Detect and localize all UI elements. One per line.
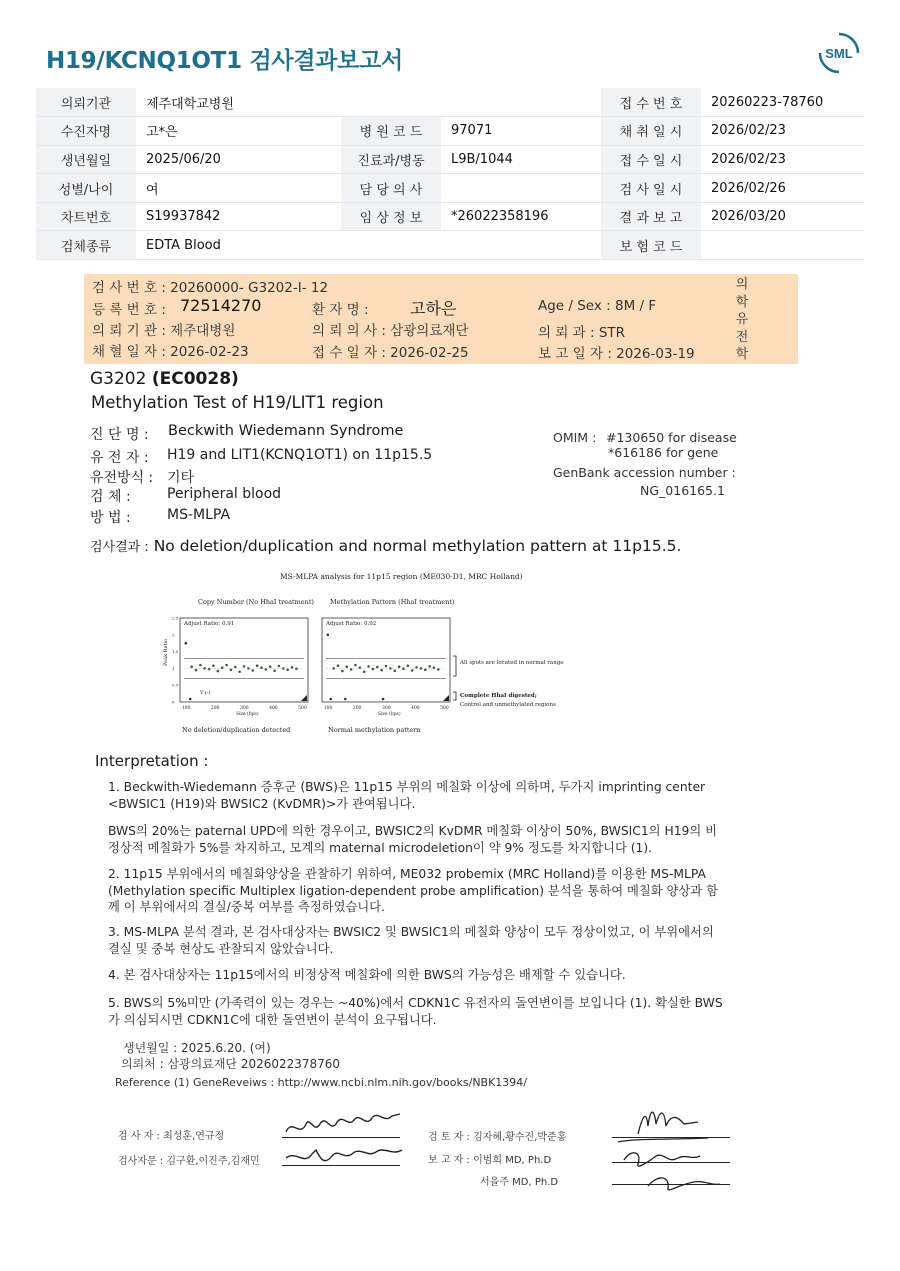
cell-label: 성별/나이 <box>36 174 136 203</box>
scan-rep-date: 보 고 일 자 : 2026-03-19 <box>538 346 695 362</box>
cell-label: 수진자명 <box>36 117 136 146</box>
copy-number-plot <box>163 616 308 718</box>
vertical-char: 의 <box>735 277 749 292</box>
y-tick-label: 0.5 <box>172 682 179 688</box>
right-caption: Normal methylation pattern <box>328 726 421 734</box>
adjust-ratio: Adjust Ratio: 0.92 <box>326 621 377 627</box>
data-point <box>428 665 431 668</box>
dx-value: Beckwith Wiedemann Syndrome <box>168 423 404 439</box>
cell-label: 결 과 보 고 <box>601 202 701 231</box>
data-point <box>424 668 427 671</box>
scan-req-inst: 의 뢰 기 관 : 제주대병원 <box>92 323 236 339</box>
cell-label: 생년월일 <box>36 145 136 174</box>
dept-vertical-label <box>735 276 749 364</box>
vertical-char: 유 <box>735 312 749 327</box>
data-point <box>341 670 344 673</box>
test-code: G3202 (EC0028) <box>90 369 239 389</box>
footer-reference: Reference (1) GeneReveiws : http://www.ncbi.nlm.nih.gov/books/NBK1394/ <box>115 1076 528 1089</box>
cell-report-date: 2026/03/20 <box>701 202 864 231</box>
scan-draw-date: 채 혈 일 자 : 2026-02-23 <box>92 344 249 360</box>
x-tick-label: 300 <box>382 706 391 711</box>
data-point <box>359 666 362 669</box>
table-row <box>36 145 864 174</box>
data-point <box>433 666 436 669</box>
cell-hospital: 제주대학교병원 <box>136 88 601 117</box>
vertical-char: 학 <box>735 347 749 362</box>
plot-frame <box>322 618 450 702</box>
interp-para-2: BWS의 20%는 paternal UPD에 의한 경우이고, BWSIC2의 KvDMR 메칠화 이상이 50%, BWSIC1의 H19의 비정상적 메칠화가 5%를 차지하고, 모계의 maternal microdeletion이 약 9% 정도를 차지합니다 (1). <box>108 824 718 855</box>
x-tick-label: 300 <box>240 706 249 711</box>
scan-test-no: 검 사 번 호 : 20260000- G3202-I- 12 <box>92 280 329 296</box>
cell-label: 접 수 번 호 <box>601 88 701 117</box>
reporter2-line: 서을주 MD, Ph.D <box>480 1177 559 1188</box>
data-point <box>398 665 401 668</box>
footer-dob: 생년월일 : 2025.6.20. (여) <box>123 1041 271 1055</box>
table-row <box>36 88 864 117</box>
cell-doctor <box>441 174 601 203</box>
omim-label: OMIM : <box>553 430 597 445</box>
cell-specimen: EDTA Blood <box>136 231 601 260</box>
cell-dob: 2025/06/20 <box>136 145 341 174</box>
x-axis-label: Size (bps) <box>378 712 401 717</box>
data-point <box>295 667 298 670</box>
data-point <box>402 667 405 670</box>
left-plot-title: Copy Number (No HhaI treatment) <box>198 598 314 606</box>
interp-para-5: 4. 본 검사대상자는 11p15에서의 비정상적 메칠화에 의한 BWS의 가능성은 배제할 수 있습니다. <box>108 968 626 982</box>
x-axis-label: Size (bps) <box>236 712 259 717</box>
interp-para-3: 2. 11p15 부위에서의 메칠화양상을 관찰하기 위하여, ME032 probemix (MRC Holland)를 이용한 MS-MLPA (Methylation specific Multiplex ligation-dependent probe amplification) 분석을 통하여 메칠화 양상과 함께 이 부위에서의 결실/중복 여부를 측정하였습니다. <box>108 867 718 914</box>
data-point <box>407 664 410 667</box>
y-tick-group <box>172 616 179 705</box>
x-tick-label: 200 <box>210 706 220 711</box>
report-title: H19/KCNQ1OT1 검사결과보고서 <box>46 48 403 74</box>
omim-gene: *616186 for gene <box>608 445 719 460</box>
adjust-ratio: Adjust Ratio: 0.91 <box>184 621 235 627</box>
data-point <box>199 664 202 667</box>
data-point <box>376 666 379 669</box>
reviewer-signatures <box>608 1098 738 1198</box>
logo-text: SML <box>825 46 853 61</box>
data-point <box>380 669 383 672</box>
note-control: Control and unmethylated regions <box>460 702 556 708</box>
signature-stroke <box>624 1153 700 1166</box>
x-tick-label: 500 <box>440 706 449 711</box>
data-point <box>345 665 348 668</box>
signature-stroke <box>286 1114 400 1132</box>
data-point <box>393 669 396 672</box>
cell-label: 채 취 일 시 <box>601 117 701 146</box>
cell-clinical: *26022358196 <box>441 202 601 231</box>
y-tick-label: 2.5 <box>172 615 179 621</box>
cell-label: 병 원 코 드 <box>341 117 441 146</box>
cell-chart: S19937842 <box>136 202 341 231</box>
data-point <box>208 668 211 671</box>
scan-req-dept: 의 뢰 과 : STR <box>538 325 626 341</box>
reporter-line: 보 고 자 : 이범희 MD, Ph.D <box>428 1155 552 1166</box>
cell-collect-date: 2026/02/23 <box>701 117 864 146</box>
right-plot-title: Methylation Pattern (HhaI treatment) <box>330 598 455 606</box>
methylation-plot <box>322 618 450 717</box>
signature-stroke <box>618 1138 708 1142</box>
vertical-char: 학 <box>735 294 749 310</box>
reviewer-line: 검 토 자 : 김자혜,황수진,박준홍 <box>428 1132 567 1143</box>
genbank-label: GenBank accession number : <box>553 465 736 480</box>
scan-recv-date: 접 수 일 자 : 2026-02-25 <box>312 345 469 361</box>
cell-label: 보 험 코 드 <box>601 231 701 260</box>
left-caption: No deletion/duplication detected <box>182 726 291 734</box>
ms-mlpa-figure <box>160 566 580 746</box>
method-label: 방 법 : <box>90 510 131 526</box>
method-value: MS-MLPA <box>167 507 231 523</box>
data-point <box>372 668 375 671</box>
x-tick-label: 100 <box>181 706 191 711</box>
x-tick-group <box>324 705 449 711</box>
x-tick-label: 400 <box>269 706 278 711</box>
data-point <box>354 664 357 667</box>
data-point <box>190 665 193 668</box>
gene-value: H19 and LIT1(KCNQ1OT1) on 11p15.5 <box>167 447 433 463</box>
cell-label: 임 상 정 보 <box>341 202 441 231</box>
note-digested: Complete HhaI digested; <box>460 693 537 699</box>
y-marker-label: Y (-) <box>200 690 211 696</box>
x-tick-label: 100 <box>323 706 333 711</box>
result-text: No deletion/duplication and normal methylation pattern at 11p15.5. <box>153 537 682 555</box>
cell-accession: 20260223-78760 <box>701 88 864 117</box>
table-row <box>36 174 864 203</box>
data-point <box>195 669 198 672</box>
data-point <box>363 670 366 673</box>
test-result <box>90 536 681 555</box>
data-point <box>221 666 224 669</box>
y-tick-label: 2 <box>172 632 175 638</box>
sml-logo <box>818 32 860 74</box>
y-tick-label: 1.5 <box>172 649 179 655</box>
specimen-label: 검 체 : <box>90 489 131 505</box>
data-point <box>234 666 237 669</box>
data-point <box>185 642 188 645</box>
advisor-line: 검사자문 : 김구환,이진주,김재민 <box>118 1156 260 1167</box>
x-tick-group <box>182 705 307 711</box>
cell-label: 진료과/병동 <box>341 145 441 174</box>
interpretation-heading: Interpretation : <box>95 752 209 770</box>
footer-ref-no: 의뢰처 : 삼광의료재단 2026022378760 <box>121 1057 341 1071</box>
cell-label: 의뢰기관 <box>36 88 136 117</box>
signature-stroke <box>648 1178 720 1190</box>
cell-patient: 고*은 <box>136 117 341 146</box>
table-row <box>36 117 864 146</box>
data-point <box>256 664 259 667</box>
data-point <box>269 665 272 668</box>
scan-reg-label: 등 록 번 호 : <box>92 302 166 318</box>
x-tick-label: 200 <box>352 706 362 711</box>
signature-stroke <box>638 1112 698 1134</box>
data-point <box>411 669 414 672</box>
figure-title: MS-MLPA analysis for 11p15 region (ME030-D1, MRC Holland) <box>280 572 523 581</box>
data-point <box>382 698 385 701</box>
data-point <box>238 670 241 673</box>
interp-para-6: 5. BWS의 5%미만 (가족력이 있는 경우는 ~40%)에서 CDKN1C 유전자의 돌연변이를 보입니다 (1). 확실한 BWS가 의심되시면 CDKN1C에 대한 돌연변이 분석이 요구됩니다. <box>108 996 723 1027</box>
data-point <box>344 698 347 701</box>
cell-receipt-date: 2026/02/23 <box>701 145 864 174</box>
genbank-value: NG_016165.1 <box>640 483 725 498</box>
x-tick-label: 500 <box>298 706 307 711</box>
scan-req-doc: 의 뢰 의 사 : 삼광의료재단 <box>312 323 469 339</box>
data-point <box>367 665 370 668</box>
digest-bracket <box>453 692 456 700</box>
data-point <box>260 666 263 669</box>
cell-hospital-code: 97071 <box>441 117 601 146</box>
x-tick-label: 400 <box>411 706 420 711</box>
cell-label: 검 사 일 시 <box>601 174 701 203</box>
note-normal-range: All spots are located in normal range <box>460 660 564 666</box>
cell-dept: L9B/1044 <box>441 145 601 174</box>
inherit-value: 기타 <box>167 470 195 486</box>
data-point <box>212 664 215 667</box>
dx-label: 진 단 명 : <box>90 427 149 443</box>
omim-disease: #130650 for disease <box>606 430 737 445</box>
interp-para-4: 3. MS-MLPA 분석 결과, 본 검사대상자는 BWSIC2 및 BWSIC1의 메칠화 양상이 모두 정상이었고, 이 부위에서의 결실 및 중복 현상도 관찰되지 않았습니다. <box>108 925 714 956</box>
table-row <box>36 231 864 260</box>
data-point <box>251 669 254 672</box>
patient-info-table <box>36 88 864 260</box>
tester-signatures <box>280 1098 410 1178</box>
test-name: Methylation Test of H19/LIT1 region <box>91 393 384 412</box>
gene-label: 유 전 자 : <box>90 450 149 466</box>
inherit-label: 유전방식 : <box>90 470 154 486</box>
cell-test-date: 2026/02/26 <box>701 174 864 203</box>
data-point <box>385 665 388 668</box>
cell-insurance <box>701 231 864 260</box>
cell-sex: 여 <box>136 174 341 203</box>
data-point <box>278 665 281 668</box>
cell-label: 접 수 일 시 <box>601 145 701 174</box>
tester-line: 검 사 자 : 최성훈,연규정 <box>118 1131 225 1142</box>
scan-pt-name: 고하은 <box>410 299 457 318</box>
data-point <box>243 665 246 668</box>
data-point <box>337 664 340 667</box>
data-point <box>217 670 220 673</box>
y-tick-label: 0 <box>172 699 175 705</box>
normal-range-bracket <box>453 656 456 676</box>
signature-stroke <box>286 1150 402 1161</box>
vertical-char: 전 <box>735 329 749 345</box>
y-axis-label: Peak Ratio <box>163 638 169 666</box>
data-point <box>327 634 330 637</box>
interp-para-1: 1. Beckwith-Wiedemann 증후군 (BWS)은 11p15 부위의 메칠화 이상에 의하며, 두가지 imprinting center <BWSIC1 (H19)와 BWSIC2 (KvDMR)>가 관여됩니다. <box>108 780 706 811</box>
cell-label: 검체종류 <box>36 231 136 260</box>
cell-label: 담 당 의 사 <box>341 174 441 203</box>
data-point <box>225 664 228 667</box>
scan-reg-no: 72514270 <box>180 296 262 315</box>
y-tick-label: 1 <box>172 665 175 671</box>
data-point <box>189 698 192 701</box>
data-point <box>286 668 289 671</box>
data-point <box>329 698 332 701</box>
specimen-value: Peripheral blood <box>167 486 282 502</box>
data-point <box>230 668 233 671</box>
scan-agesex: Age / Sex : 8M / F <box>538 298 657 314</box>
table-row <box>36 202 864 231</box>
scan-pt-label: 환 자 명 : <box>312 302 369 318</box>
cell-label: 차트번호 <box>36 202 136 231</box>
data-point <box>273 669 276 672</box>
result-label: 검사결과 : <box>90 540 149 555</box>
